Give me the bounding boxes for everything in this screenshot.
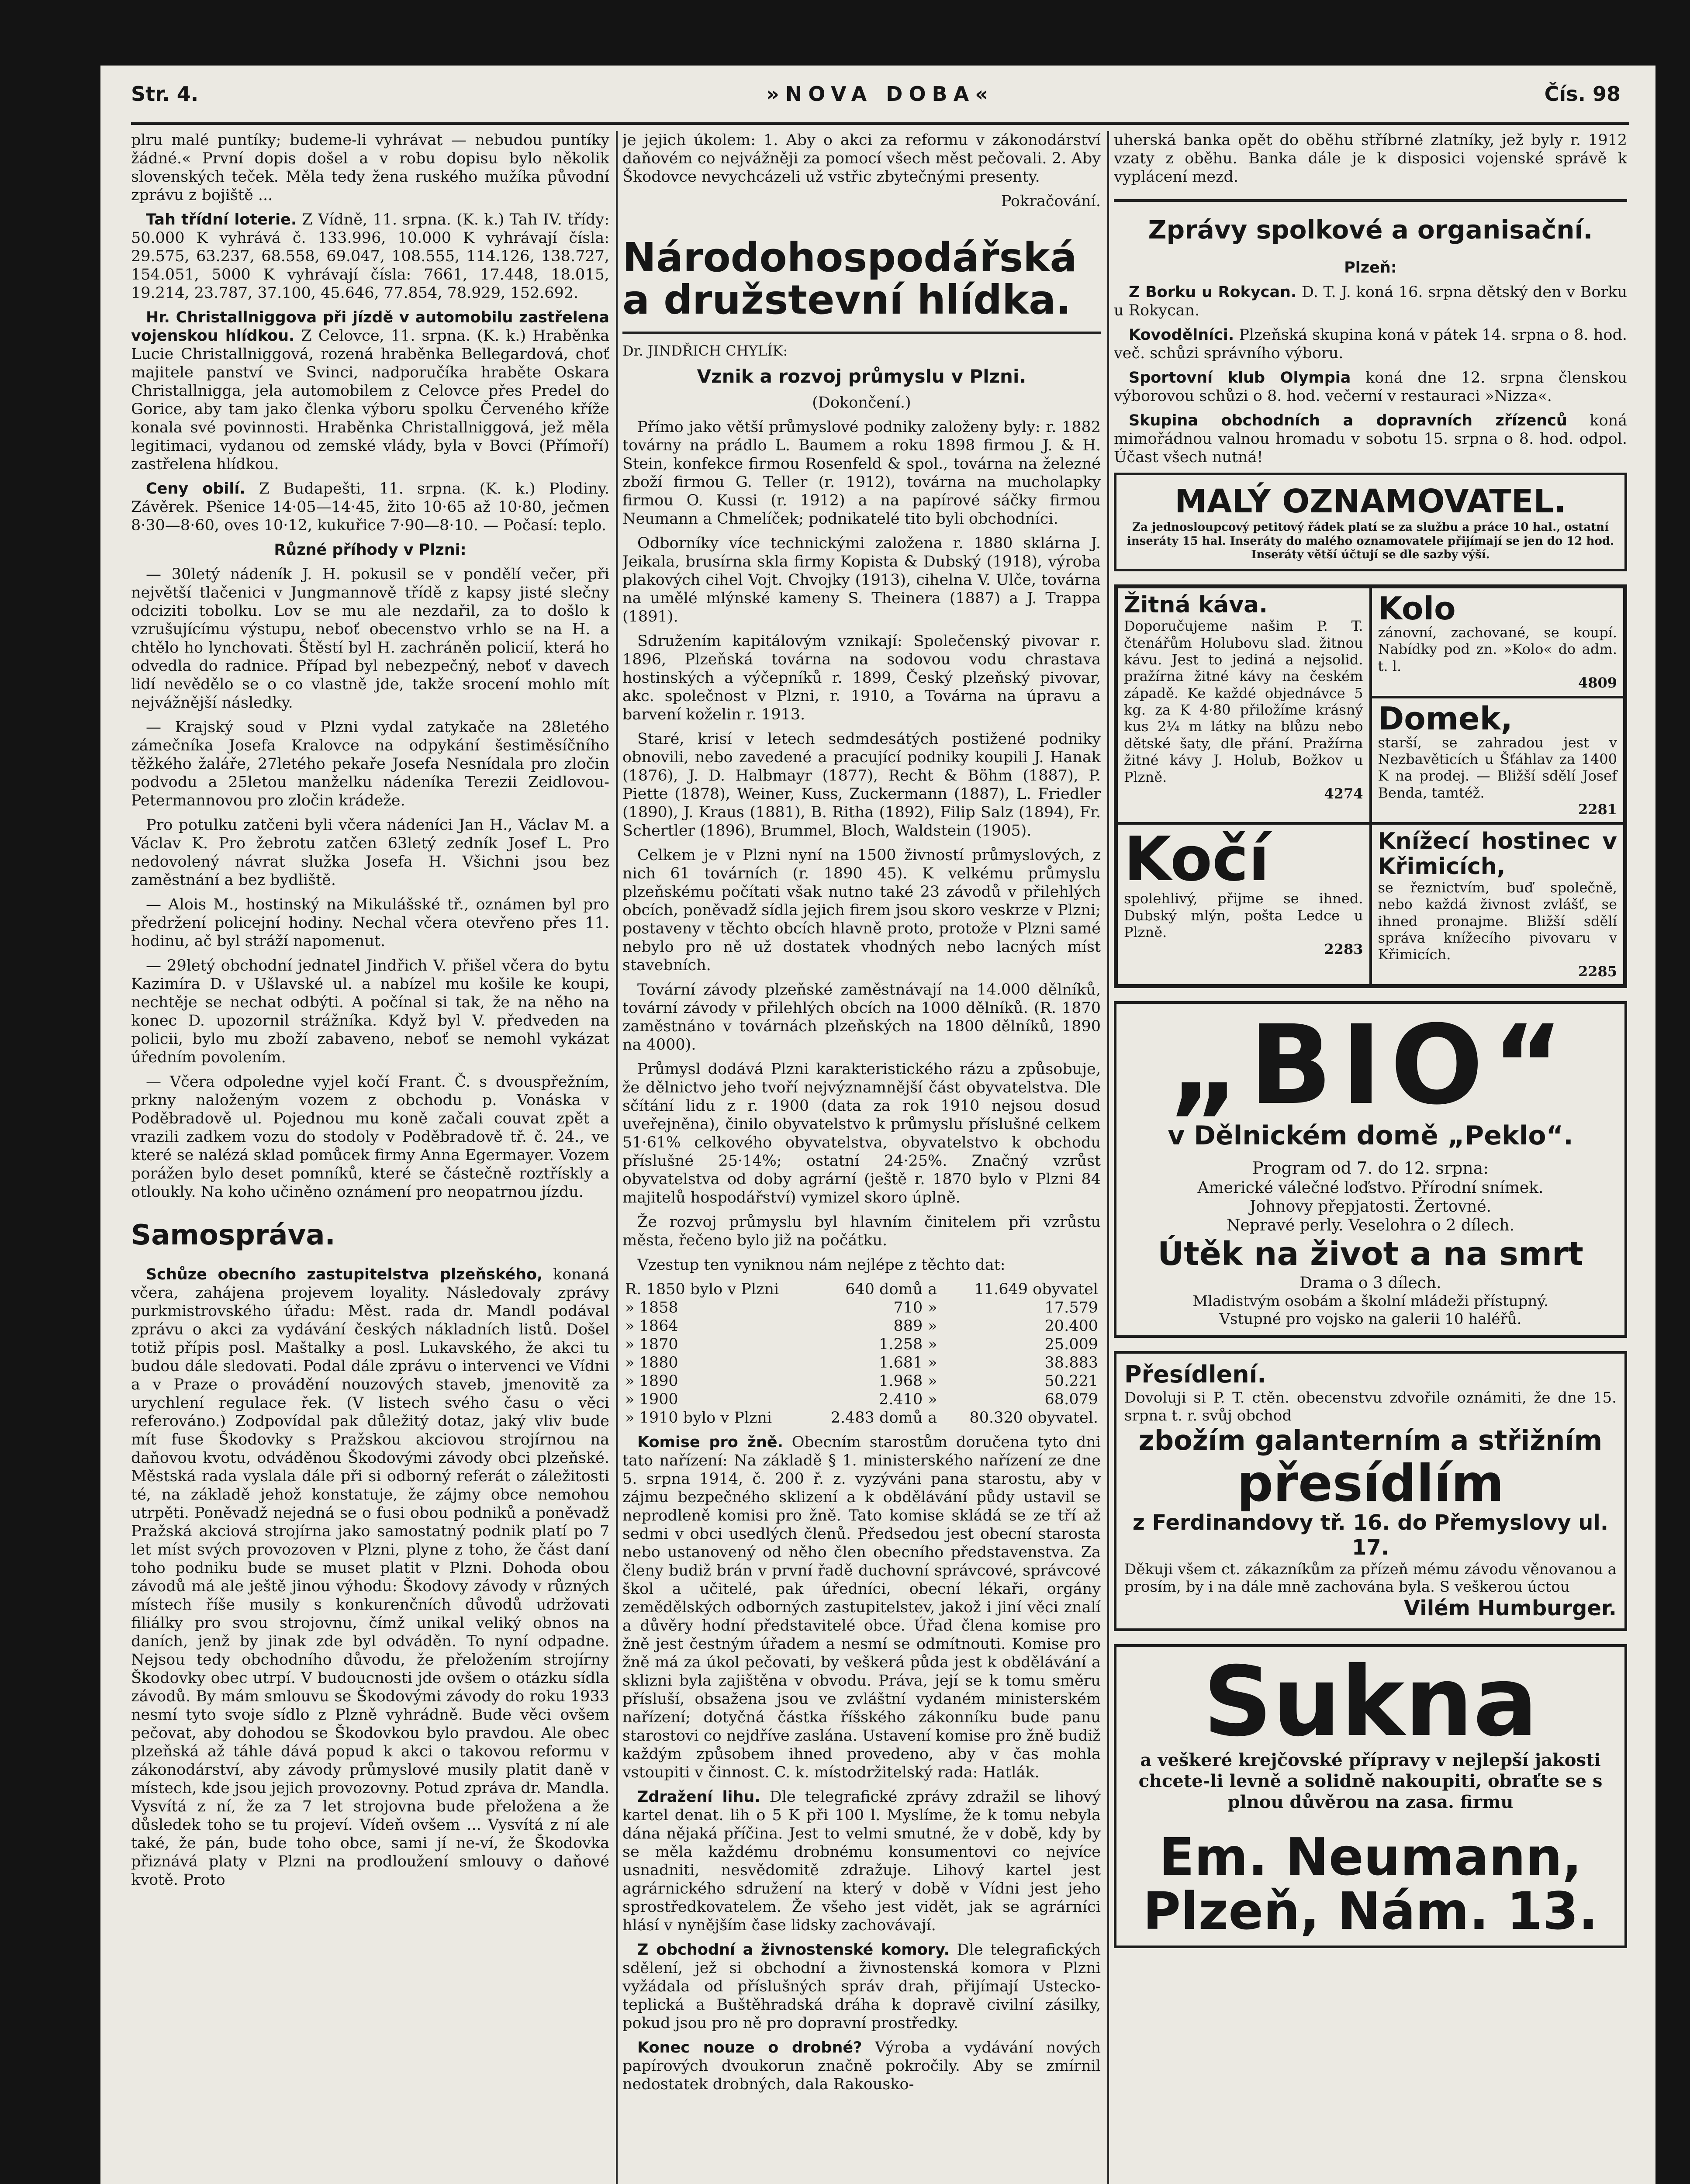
small-ads-rates: Za jednosloupcový petitový řádek platí se za službu a práce 10 hal., ostatní inseráty 15 hal. Inseráty do malého oznamovatele přijímají se jen do 12 hod. Inseráty větší účtují se dle sazby výší.	[1127, 521, 1614, 561]
running-header	[131, 74, 1629, 125]
incident-paragraph: — Včera odpoledne vyjel kočí Frant. Č. s dvouspřežním, prkny naloženým vozem z obchodu p. Vonáska v Poděbradově ul. Pojednou mu koně začali couvat zpět a vrazili zadkem vozu do stodoly v Poděbradově tř. č. 24., ve které se nalézá sklad pomůcek firmy Anna Egermayer. Vozem porážen bylo deset pomníků, které se částečně roztřískly a otloukly. Na koho učiněno oznámení pro neopatrnou jízdu.	[131, 1073, 609, 1201]
table-cell: 17.579	[1044, 1299, 1098, 1317]
table-cell: 710	[893, 1299, 923, 1317]
table-row	[622, 1299, 1101, 1317]
incident-paragraph: Pro potulku zatčeni byli včera nádeníci Jan H., Václav M. a Václav K. Pro žebrotu zatčen 63letý zedník Josef L. Pro nedovolený návrat služka Josefa H. Všichni jsou bez zaměstnání a bez bydliště.	[131, 816, 609, 889]
table-cell: »	[928, 1317, 937, 1335]
table-cell: 38.883	[1044, 1354, 1098, 1372]
table-cell: »	[928, 1390, 937, 1408]
spirits-article: Zdražení lihu. Dle telegrafické zprávy zdražil se lihový kartel denat. lih o 5 K při 100 l. Myslíme, že k tomu nebyla dána nějaká příčina. Jest to velmi smutné, že v době, kdy by se měla každému drobnému konsumentovi co nejvíce usnadniti, nesvědomitě zdražuje. Lihový kartel jest agrárnického sdružení na který v době v Vídni jest jeho sprostředkovatelem. Že všeho jest vidět, jak se agrárníci hlásí v nynějším čase lidsky zachovávají.	[622, 1788, 1101, 1934]
relocation-title: Přesídlení.	[1124, 1360, 1266, 1388]
relocation-signature: Vilém Humburger.	[1403, 1596, 1617, 1621]
page-number: Str. 4.	[131, 82, 199, 106]
article-paragraph: je jejich úkolem: 1. Aby o akci za reformu v zákonodárství daňovém co nejvážněji za pomocí všech měst pečovali. 2. Aby Škodovce nevychcázeli už vstřic zbytečnými presenty.	[622, 131, 1101, 186]
issue-number: Čís. 98	[1544, 82, 1621, 106]
relocation-goods: zbožím galanterním a střižním	[1138, 1424, 1603, 1457]
chamber-article: Z obchodní a živnostenské komory. Dle telegrafických sdělení, jež si obchodní a živnostenská komora v Plzni vyžádala od příslušných správ drah, přijímají Ustecko-teplická a Buštěhradská dráha k dopravě civilní zásilky, pokud jsou pro ně pro dopravní prostředky.	[622, 1941, 1101, 2032]
relocation-thanks: Děkuji všem ct. zákazníkům za přízeň mému závodu věnovanou a prosím, by i na dále mně zachována byla. S veškerou úctou	[1124, 1560, 1617, 1596]
ad-title: Kočí	[1124, 824, 1270, 895]
program-item: Johnovy přepjatosti. Žertovné.	[1250, 1197, 1491, 1216]
association-notice: Z Borku u Rokycan. D. T. J. koná 16. srpna dětský den v Borku u Rokycan.	[1114, 283, 1627, 319]
table-cell: 1.681	[879, 1354, 923, 1372]
article-paragraph: Celkem je v Plzni nyní na 1500 živností průmyslových, z nich 61 továrních (r. 1890 45). K velkému průmyslu plzeňskému počítati však nutno také 23 závodů v přilehlých obcích, poněvadž sídla jejich firem jsou skoro veskrze v Plzni; postaveny v těchto obcích hlavně proto, protože v Plzni samé nebylo pro ně už dostatek vhodných nebo lacných míst stavebních.	[622, 846, 1101, 974]
table-cell: 2.410	[879, 1390, 923, 1408]
program-dates: Program od 7. do 12. srpna:	[1252, 1158, 1489, 1178]
city-heading: Plzeň:	[1344, 259, 1397, 276]
article-subtitle: (Dokončení.)	[812, 394, 911, 411]
article-paragraph: Tovární závody plzeňské zaměstnávají na 14.000 dělníků, tovární závody v přilehlých obcích na 1000 dělníků. (R. 1870 zaměstnáno v továrnách plzeňských na 1800 dělníků, 1890 na 4000).	[622, 981, 1101, 1054]
ad-text: se řeznictvím, buď společně, nebo každá živnost zvlášť, se ihned pronajme. Bližší sdělí správa knížecího pivovaru v Křimicích.	[1378, 879, 1617, 963]
article-paragraph: Odborníky více technickými založena r. 1880 sklárna J. Jeikala, brusírna skla firmy Kopista & Dubský (1918), výroba plakových cihel Vojt. Chvojky (1913), cihelna V. Ulče, továrna na umělé mlýnské kameny S. Theinera (1887) a J. Trappa (1891).	[622, 534, 1101, 625]
newspaper-title: »NOVA DOBA«	[766, 82, 994, 106]
table-row	[622, 1354, 1101, 1372]
program-item: Americké válečné loďstvo. Přírodní snímek.	[1197, 1178, 1544, 1197]
table-row	[622, 1372, 1101, 1390]
table-cell: »	[928, 1372, 937, 1390]
relocation-word: přesídlím	[1237, 1454, 1504, 1513]
table-intro: Vzestup ten vyniknou nám nejlépe z těchto dat:	[637, 1256, 1006, 1274]
continued-note: Pokračování.	[1001, 193, 1101, 210]
ad-coffee	[1116, 587, 1371, 824]
table-cell: » 1870	[625, 1335, 678, 1353]
table-cell: 1.258	[879, 1335, 923, 1353]
table-cell: 1.968	[879, 1372, 923, 1390]
table-cell: » 1900	[625, 1390, 678, 1408]
table-cell: 25.009	[1044, 1335, 1098, 1353]
ad-text: spolehlivý, přijme se ihned. Dubský mlýn, pošta Ledce u Plzně.	[1124, 890, 1363, 941]
table-cell: a	[928, 1409, 937, 1427]
column-1	[131, 131, 609, 2184]
incident-paragraph: — 30letý nádeník J. H. pokusil se v pondělí večer, při největší tlačenici v Jungmannově třídě z kapsy jisté slečny odciziti tobolku. Lov se mu ale nezdařil, za to došlo k vzrušujícímu výstupu, neboť obecenstvo vrhlo se na H. a chtělo ho lynchovati. Štěstí byl H. zachráněn policií, která ho odvedla do radnice. Případ byl nebezpečný, neboť v davech lidí nevědělo se o co vlastně jde, takže srocení mohlo mít nejvážnější následky.	[131, 566, 609, 712]
incident-paragraph: — 29letý obchodní jednatel Jindřich V. přišel včera do bytu Kazimíra D. v Ušlavské ul. a nabízel mu košile ke koupi, nechtěje se nechat odbýti. A počínal si tak, že na něho na konec D. upozornil strážníka. Když byl V. předveden na policii, bylo mu zboží zabaveno, neboť se nemohl vykázat úředním povolením.	[131, 957, 609, 1066]
table-cell: 2.483 domů	[830, 1409, 923, 1427]
table-row	[622, 1409, 1101, 1427]
table-cell: 20.400	[1044, 1317, 1098, 1335]
column-3	[1114, 131, 1627, 2184]
cloth-title: Sukna	[1203, 1645, 1538, 1758]
article-author: Dr. JINDŘICH CHYLÍK:	[622, 342, 788, 359]
small-ads-header	[1114, 473, 1627, 571]
table-cell: 68.079	[1044, 1390, 1098, 1408]
lottery-article: Tah třídní loterie. Z Vídně, 11. srpna. (K. k.) Tah IV. třídy: 50.000 K vyhrává č. 133.996, 10.000 K vyhrávají čísla: 29.575, 63.237, 68.558, 69.047, 108.555, 114.126, 138.727, 154.051, 5000 K vyhrávají čísla: 7661, 17.448, 18.015, 19.214, 23.787, 37.100, 45.646, 77.854, 78.929, 152.692.	[131, 211, 609, 302]
harvest-commission-article: Komise pro žně. Obecním starostům doručena tyto dni tato nařízení: Na základě § 1. ministerského nařízení ze dne 5. srpna 1914, č. 200 ř. z. vyzýváni pana starostu, aby v zájmu bezpečného sklizení a k obdělávání půdy ustavil se neprodleně komisi pro žně. Tato komise skládá se ze tří až sedmi v obci usedlých členů. Předsedou jest obecní starosta nebo ustanovený od něho člen obecního představenstva. Za členy budiž brán v první řadě duchovní správcové, správcové škol a učitelé, pak úředníci, obecní lékaři, orgány zemědělských odborných zastupitelstev, jakož i jiní věci znalí a důvěry hodní představitelé obce. Úřad člena komise pro žně jest čestným úřadem a nesmí se odmítnouti. Komise pro žně má za úkol pečovati, by veškerá půda jest k obdělávání a sklizni byla zajištěna v obvodu. Práva, její se k tomu směru přísluší, obsažena jsou ve zvláštní vydaném ministerském nařízení; dotyčná částka říšského zákonníku bude panu starostovi co nejdříve zaslána. Ustavení komise pro žně budiž každým způsobem ihned provedeno, aby v čas mohla vstoupiti v činnost. C. k. místodržitelský rada: Hatlák.	[622, 1433, 1101, 1781]
table-cell: R. 1850 bylo v Plzni	[625, 1280, 779, 1298]
incidents-heading: Různé příhody v Plzni:	[274, 541, 467, 559]
association-notice: Kovodělníci. Plzeňská skupina koná v pátek 14. srpna o 8. hod. več. schůzi správního výboru.	[1114, 326, 1627, 362]
association-notice: Sportovní klub Olympia koná dne 12. srpna členskou výborovou schůzi o 8. hod. večerní v restauraci »Nizza«.	[1114, 369, 1627, 405]
table-cell: 50.221	[1044, 1372, 1098, 1390]
ad-number: 4274	[1324, 785, 1363, 802]
table-cell: » 1864	[625, 1317, 678, 1335]
column-2	[622, 131, 1101, 2184]
ad-house	[1371, 697, 1625, 824]
table-cell: » 1890	[625, 1372, 678, 1390]
incident-paragraph: — Alois M., hostinský na Mikulášské tř., oznámen byl pro předržení policejní hodiny. Nechal včera otevřeno přes 11. hodinu, ač byl stráží napomenut.	[131, 896, 609, 950]
table-cell: 11.649 obyvatel	[974, 1280, 1098, 1298]
column-rule	[1107, 131, 1109, 2184]
ad-title: Domek,	[1378, 700, 1513, 737]
article-paragraph: Průmysl dodává Plzni karakteristického rázu a způsobuje, že dělnictvo jeho tvoří nejvýznamnější část obyvatelstva. Dle sčítání lidu z r. 1900 (data za rok 1910 nejsou dosud uveřejněna), činilo obyvatelstvo k průmyslu příslušné celkem 51·61% celkového obyvatelstva, obyvatelstvo k obchodu příslušné 25·14%; ostatní 24·25%. Značný vzrůst obyvatelstva od doby agrární (ještě r. 1870 bylo v Plzni 84 majitelů hospodářství) vymizel skoro úplně.	[622, 1060, 1101, 1206]
newspaper-page	[100, 66, 1655, 2184]
divider	[1114, 199, 1627, 202]
table-cell: 640 domů	[845, 1280, 923, 1298]
council-article: Schůze obecního zastupitelstva plzeňského, konaná včera, zahájena projevem loyality. Následovaly zprávy purkmistrovského úřadu: Měst. rada dr. Mandl podával zprávu o akci za vydávání českých nákladních listů. Došel totiž přípis posl. Maštalky a posl. Lukavského, že akci tu budou dále sledovati. Podal dále zprávu o intervenci ve Vídni a v Praze o provádění nouzových staveb, jmenovitě za urychlení regulace řek. (V listech svého času o věci referováno.) Zodpovídal pak důležitý dotaz, jaký vliv bude mít fuse Škodovky s Pražskou akciovou strojírnou na daňovou kvotu, odváděnou Škodovými závody obci plzeňské. Městská rada vyslala dále při si odborný referát o záležitosti té, na základě jehož konstatuje, že zájmy obce nemohou utrpěti. Poněvadž nejedná se o fusi obou podniků a poněvadž Pražská akciová strojírna jako samostatný podnik platí po 7 let míst svých provozoven v Plzni, plyne z toho, že část daní toho podniku bude se muset platit v Plzni. Dohoda obou závodů má ale ještě jinou výhodu: Škodovy závody v různých místech říše musily s konkurenčních důvodů udržovati filiálky pro svou strojovnu, čímž unikal veliký obnos na daních, jenž by jinak zde byl odváděn. To nyní odpadne. Nejsou tedy obchodního důvodu, že přeložením strojírny Škodovky obec utrpí. V budoucnosti jde ovšem o otázku sídla závodů. By mám smlouvu se Škodovými závody do roku 1933 nesmí tyto svoje sídlo z Plzně vyhrádně. Bude věci ovšem pečovat, aby dohodou se Škodovkou bylo pravdou. Ale obec plzeňská až táhle dává popud k akci o takovou reformu v zákonodárství, aby závody průmyslové musily platit daně v místech, kde jsou jejich provozovny. Potud zpráva dr. Mandla. Vysvítá z ní, že za 7 let strojovna bude přeložena a že důsledek toho se tu projeví. Vídeň ovšem ... Vysvítá z ní ale také, že pán, bude toho obce, sami jí ne-ví, že Škodovka přiznává platy v Plzni na prodloužení smlouvy o daňové kvotě. Proto	[131, 1265, 609, 1889]
column-rule	[616, 131, 618, 2184]
cinema-venue: v Dělnickém domě „Peklo“.	[1168, 1120, 1573, 1151]
featured-film: Útěk na život a na smrt	[1158, 1235, 1583, 1273]
ad-number: 2281	[1578, 801, 1617, 818]
table-row	[622, 1317, 1101, 1335]
ad-inn	[1371, 823, 1625, 985]
ad-number: 2283	[1324, 940, 1363, 957]
program-item: Nepravé perly. Veselohra o 2 dílech.	[1226, 1216, 1515, 1235]
table-cell: » 1880	[625, 1354, 678, 1372]
table-cell: »	[928, 1299, 937, 1317]
ad-cloth	[1114, 1644, 1627, 1948]
article-title: Vznik a rozvoj průmyslu v Plzni.	[697, 365, 1026, 387]
table-row	[622, 1335, 1101, 1354]
association-notice: Skupina obchodních a dopravních zřízenců koná mimořádnou valnou hromadu v sobotu 15. srpna o 8. hod. odpol. Účast všech nutná!	[1114, 411, 1627, 466]
table-cell: » 1858	[625, 1299, 678, 1317]
cinema-name: „BIO“	[1168, 1002, 1572, 1129]
ad-relocation	[1114, 1351, 1627, 1631]
change-article: Konec nouze o drobné? Výroba a vydávání nových papírových dvoukorun značně pokročily. Aby se zmírnil nedostatek drobných, dala Rakousko-	[622, 2039, 1101, 2093]
ad-text: Doporučujeme našim P. T. čtenářům Holubovu slad. žitnou kávu. Jest to jediná a nejsolid. pražírna žitné kávy na českém západě. Ke každé objednávce 5 kg. za K 4·80 přiložíme krásný kus 2¼ m látky na blůzu nebo dětské šaty, dle přání. Pražírna žitné kávy J. Holub, Božkov u Plzně.	[1124, 618, 1363, 785]
ad-title: Kolo	[1378, 590, 1456, 627]
classified-ads	[1114, 584, 1627, 988]
article-paragraph: Přímo jako větší průmyslové podniky založeny byly: r. 1882 továrny na prádlo L. Baumem a roku 1898 firmou J. & H. Stein, konfekce firmou Rosenfeld & spol., továrna na železné zboží firmou G. Teller (r. 1912), továrna na mucholapky firmou O. Kussi (r. 1912) a na papírové sáčky firmou Neumann a Chmelíček; podnikatelé tito byli obchodníci.	[622, 418, 1101, 528]
table-cell: 889	[893, 1317, 923, 1335]
ad-number: 2285	[1578, 963, 1617, 980]
article-paragraph: Že rozvoj průmyslu byl hlavním činitelem při vzrůstu města, řečeno bylo již na počátku.	[622, 1213, 1101, 1249]
article-paragraph: plru malé puntíky; budeme-li vyhrávat — nebudou puntíky žádné.« První dopis došel a v robu dopisu bylo několik slovenských teček. Měla tedy žena ruského mužíka původní zprávu z bojiště ...	[131, 131, 609, 204]
film-note: Mladistvým osobám a školní mládeži přístupný.	[1192, 1292, 1548, 1310]
cloth-firm: Em. Neumann, Plzeň, Nám. 13.	[1143, 1826, 1598, 1941]
article-paragraph: uherská banka opět do oběhu stříbrné zlatníky, jež byly r. 1912 vzaty z oběhu. Banka dále je k disposici vojenské správě k vyplácení mezd.	[1114, 131, 1627, 186]
table-row	[622, 1280, 1101, 1299]
ad-coachman	[1116, 823, 1371, 985]
relocation-text: Dovoluji si P. T. ctěn. obecenstvu zdvořile oznámiti, že dne 15. srpna t. r. svůj obchod	[1124, 1389, 1617, 1424]
countess-article: Hr. Christallniggova při jízdě v automobilu zastřelena vojenskou hlídkou. Z Celovce, 11. srpna. (K. k.) Hraběnka Lucie Christallniggová, rozená hraběnka Bellegardová, choť majitele panství ve Svinci, nadporučíka hraběte Oskara Christallnigga, jela automobilem z Celovce přes Predel do Gorice, aby tam jako členka výboru spolku Červeného kříže konala své povinnosti. Hraběnka Christallniggová, jež měla legitimaci, vydanou od zemské vlády, byla v Bovci (Přímoří) zastřelena hlídkou.	[131, 309, 609, 473]
ad-text: zánovní, zachované, se koupí. Nabídky pod zn. »Kolo« do adm. t. l.	[1378, 624, 1617, 674]
film-genre: Drama o 3 dílech.	[1299, 1274, 1441, 1292]
table-cell: »	[928, 1335, 937, 1353]
table-row	[622, 1390, 1101, 1409]
ad-text: starší, se zahradou jest v Nezbavěticích u Šťáhlav za 1400 K na prodej. — Bližší sdělí Josef Benda, tamtéž.	[1378, 734, 1617, 801]
table-cell: » 1910 bylo v Plzni	[625, 1409, 772, 1427]
section-heading-samosprava: Samospráva.	[131, 1219, 335, 1251]
table-cell: a	[928, 1280, 937, 1298]
section-heading-associations: Zprávy spolkové a organisační.	[1148, 215, 1593, 245]
ad-cinema	[1114, 1001, 1627, 1338]
incident-paragraph: — Krajský soud v Plzni vydal zatykače na 28letého zámečníka Josefa Kralovce na odpykání šestiměsíčního těžkého žaláře, 27letého pekaře Josefa Nesnídala pro zločin podvodu a 25letou manželku nádeníka Terezii Zeidlovou-Petermannovou pro zločin krádeže.	[131, 719, 609, 809]
ad-title: Žitná káva.	[1124, 591, 1268, 618]
film-note: Vstupné pro vojsko na galerii 10 haléřů.	[1219, 1310, 1522, 1328]
cloth-text: a veškeré krejčovské přípravy v nejlepší jakosti chcete-li levně a solidně nakoupiti, obraťte se s plnou důvěrou na zasa. firmu	[1138, 1749, 1603, 1812]
table-cell: 80.320 obyvatel.	[969, 1409, 1098, 1427]
ad-bicycle	[1371, 587, 1625, 697]
grain-prices-article: Ceny obilí. Z Budapešti, 11. srpna. (K. k.) Plodiny. Závěrek. Pšenice 14·05—14·45, žito 10·65 až 10·80, ječmen 8·30—8·60, oves 10·12, kukuřice 7·90—8·10. — Počasí: teplo.	[131, 480, 609, 534]
table-cell: »	[928, 1354, 937, 1372]
population-table	[622, 1280, 1101, 1427]
small-ads-title: MALÝ OZNAMOVATEL.	[1175, 482, 1566, 520]
ad-title: Knížecí hostinec v Křimicích,	[1378, 828, 1617, 880]
article-paragraph: Staré, krisí v letech sedmdesátých postižené podniky obnovili, nebo zavedené a pracující podniky koupili J. Hanak (1876), J. D. Halbmayr (1877), Recht & Böhm (1887), P. Piette (1878), Weiner, Kuss, Zuckermann (1887), L. Friedler (1890), J. Kraus (1881), B. Ritha (1892), Filip Salz (1894), Fr. Schertler (1896), Brummel, Bloch, Waldstein (1905).	[622, 730, 1101, 840]
relocation-address: z Ferdinandovy tř. 16. do Přemyslovy ul. 17.	[1132, 1510, 1609, 1560]
ad-number: 4809	[1578, 674, 1617, 691]
article-paragraph: Sdružením kapitálovým vznikají: Společenský pivovar r. 1896, Plzeňská továrna na sodovou vodu chrastava hostinských a výčepníků r. 1899, Český plzeňský pivovar, akc. společnost v Plzni, r. 1910, a Továrna na úpravu a barvení koželin r. 1913.	[622, 632, 1101, 723]
section-heading-economy: Národohospodářská a družstevní hlídka.	[622, 237, 1101, 334]
